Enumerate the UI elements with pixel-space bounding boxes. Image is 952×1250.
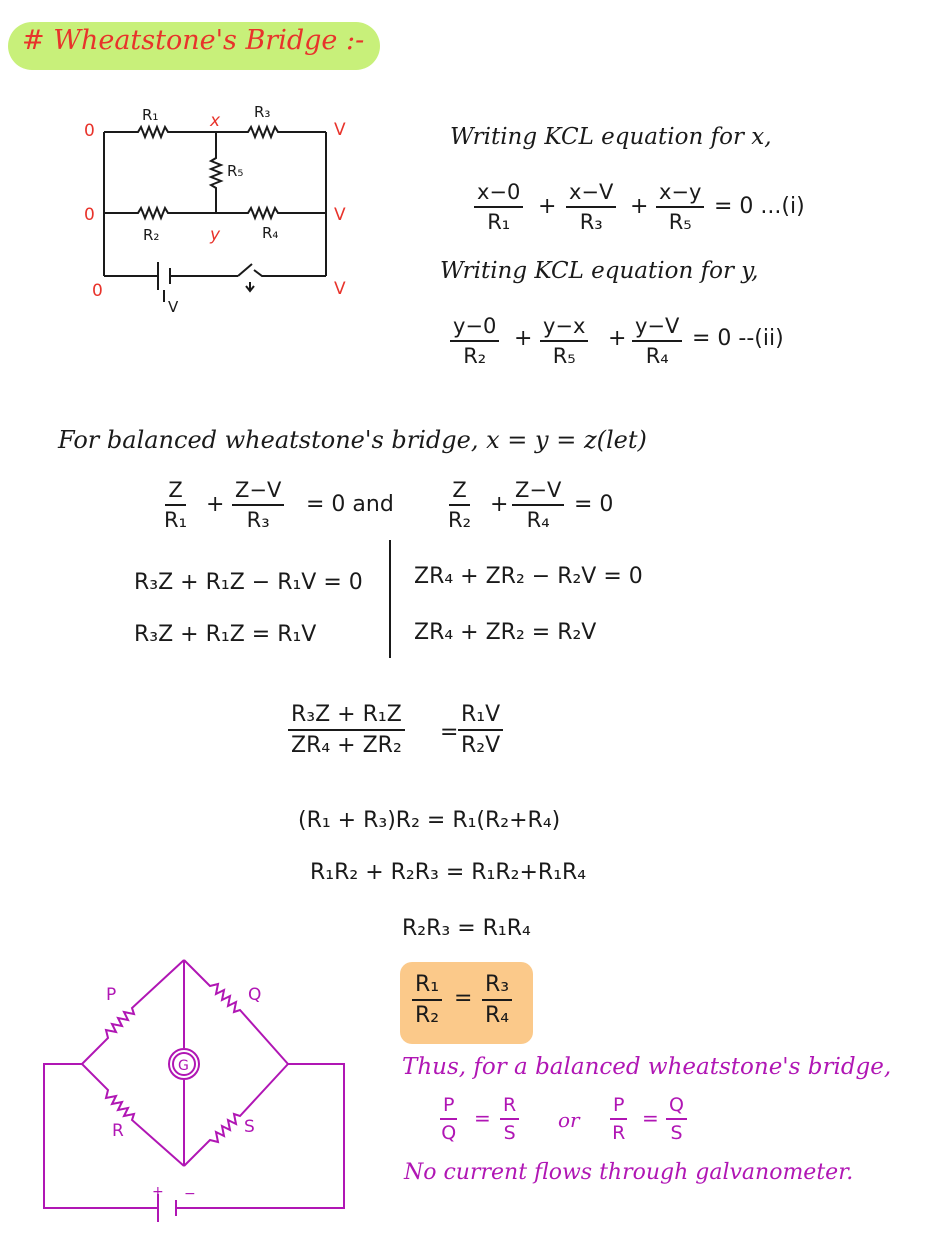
battery-minus: − (184, 1186, 196, 1202)
balanced-term-c: $\frac{Z}{\text{R₂}}$ (448, 478, 472, 532)
balanced-term-b: $\frac{Z-V}{\text{R₃}}$ (232, 478, 284, 532)
left-step-2: R₃Z + R₁Z = R₁V (134, 622, 317, 647)
kcl-x-heading: Writing KCL equation for x, (450, 124, 772, 150)
p-arm (82, 960, 184, 1064)
left-zero-3: 0 (92, 281, 103, 301)
q-label: Q (248, 985, 262, 1005)
plus-sign: + (630, 194, 649, 219)
kcl-y-term3: $\frac{y-V}{\text{R₄}}$ (632, 314, 682, 368)
pqrs-bridge-diagram (0, 940, 380, 1240)
r5-resistor (211, 132, 221, 213)
ratio-p-r: $\frac{P}{R}$ (610, 1094, 627, 1144)
ratio-left: $\frac{\text{R₃Z + R₁Z}}{\text{ZR₄ + ZR₂}}$ (288, 702, 405, 758)
balanced-and: = 0 and (306, 492, 394, 517)
switch-lever (238, 264, 252, 276)
plus-sign: + (206, 492, 225, 517)
r-arm (82, 1064, 184, 1166)
plus-sign: + (514, 326, 533, 351)
right-step-1: ZR₄ + ZR₂ − R₂V = 0 (414, 564, 643, 589)
r2-label: R₂ (143, 226, 160, 244)
p-label: P (106, 985, 117, 1005)
battery-plus: + (152, 1184, 164, 1200)
r4-label: R₄ (262, 224, 279, 242)
equals-sign: = (440, 720, 459, 745)
equation-4: R₁R₂ + R₂R₃ = R₁R₂+R₁R₄ (310, 860, 587, 885)
kcl-x-tail: = 0 ...(i) (714, 194, 805, 219)
balanced-tail: = 0 (574, 492, 614, 517)
right-v-3: V (334, 279, 346, 299)
r1-label: R₁ (142, 106, 159, 124)
battery-v-label: V (168, 298, 179, 316)
or-word: or (558, 1108, 580, 1132)
kcl-y-tail: = 0 --(ii) (692, 326, 784, 351)
bottom-wire (104, 270, 326, 276)
r5-label: R₅ (227, 162, 244, 180)
left-zero-1: 0 (84, 121, 95, 141)
left-zero-2: 0 (84, 205, 95, 225)
equals-sign: = (454, 986, 473, 1011)
plus-sign: + (608, 326, 627, 351)
plus-sign: + (490, 492, 509, 517)
r3-label: R₃ (254, 103, 271, 121)
q-arm (184, 960, 288, 1064)
ratio-p-q: $\frac{P}{Q}$ (441, 1094, 457, 1144)
balanced-heading: For balanced wheatstone's bridge, x = y = z(let) (58, 426, 647, 454)
s-arm (184, 1064, 288, 1166)
right-v-2: V (334, 205, 346, 225)
right-step-2: ZR₄ + ZR₂ = R₂V (414, 620, 597, 645)
galvanometer-label: G (178, 1058, 189, 1074)
right-v-1: V (334, 120, 346, 140)
node-x-label: x (210, 111, 221, 131)
kcl-y-heading: Writing KCL equation for y, (440, 258, 759, 284)
equation-3: (R₁ + R₃)R₂ = R₁(R₂+R₄) (298, 808, 561, 833)
left-step-1: R₃Z + R₁Z − R₁V = 0 (134, 570, 363, 595)
plus-sign: + (538, 194, 557, 219)
equation-5: R₂R₃ = R₁R₄ (402, 916, 531, 941)
balanced-term-d: $\frac{Z-V}{\text{R₄}}$ (512, 478, 564, 532)
equals-sign: = (642, 1106, 659, 1130)
final-ratio-right: $\frac{\text{R₃}}{\text{R₄}}$ (482, 972, 512, 1028)
r-label: R (112, 1121, 124, 1141)
equals-sign: = (474, 1106, 491, 1130)
ratio-r-s: $\frac{R}{S}$ (500, 1094, 519, 1144)
switch-arrow (246, 282, 254, 291)
kcl-x-term2: $\frac{x-V}{\text{R₃}}$ (566, 180, 616, 234)
ratio-q-s: $\frac{Q}{S}$ (666, 1094, 687, 1144)
balanced-term-a: $\frac{Z}{\text{R₁}}$ (164, 478, 188, 532)
conclusion-line-3: No current flows through galvanometer. (404, 1160, 854, 1185)
s-label: S (244, 1117, 255, 1137)
conclusion-line-1: Thus, for a balanced wheatstone's bridge, (402, 1054, 892, 1080)
kcl-x-term3: $\frac{x-y}{\text{R₅}}$ (656, 180, 704, 234)
ratio-right: $\frac{\text{R₁V}}{\text{R₂V}}$ (458, 702, 503, 758)
kcl-y-term1: $\frac{y-0}{\text{R₂}}$ (450, 314, 499, 368)
node-y-label: y (210, 225, 221, 245)
kcl-x-term1: $\frac{x-0}{\text{R₁}}$ (474, 180, 523, 234)
kcl-y-term2: $\frac{y-x}{\text{R₅}}$ (540, 314, 588, 368)
column-divider (389, 540, 391, 658)
final-ratio-left: $\frac{\text{R₁}}{\text{R₂}}$ (412, 972, 442, 1028)
page-title: # Wheatstone's Bridge :- (22, 25, 365, 56)
